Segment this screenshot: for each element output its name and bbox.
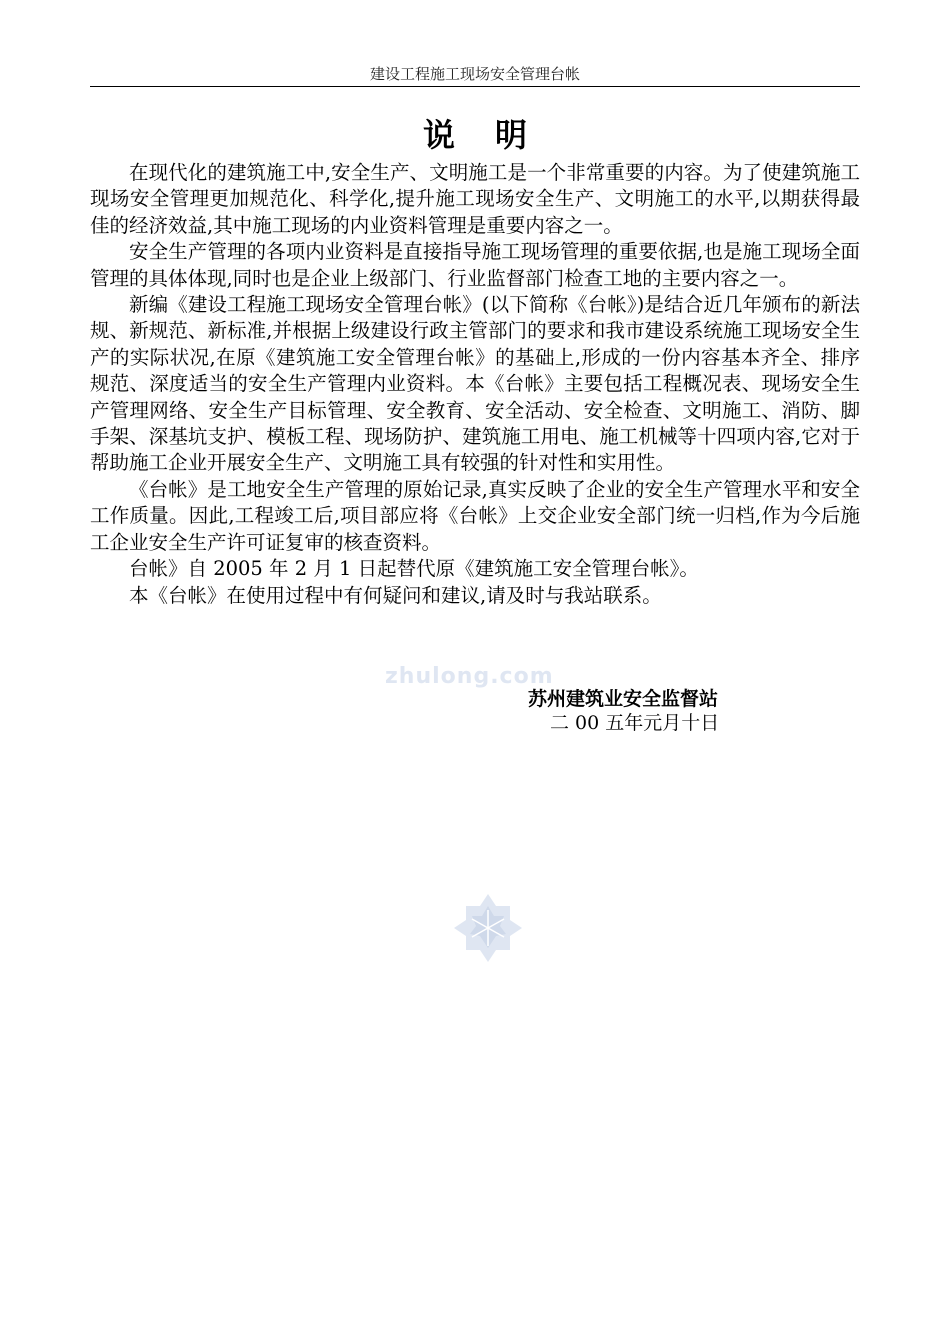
issue-date: 二 00 五年元月十日 — [550, 712, 720, 734]
header-divider — [90, 86, 860, 87]
paragraph-importance: 安全生产管理的各项内业资料是直接指导施工现场管理的重要依据,也是施工现场全面管理的具体体现,同时也是企业上级部门、行业监督部门检查工地的主要内容之一。 — [90, 240, 860, 290]
running-header: 建设工程施工现场安全管理台帐 — [369, 65, 580, 83]
document-title: 说明 — [422, 116, 567, 154]
paragraph-intro: 在现代化的建筑施工中,安全生产、文明施工是一个非常重要的内容。为了使建筑施工现场安全管理更加规范化、科学化,提升施工现场安全生产、文明施工的水平,以期获得最佳的经济效益,其中施工现场的内业资料管理是重要内容之一。 — [90, 161, 860, 237]
snowflake-emblem-icon — [452, 892, 524, 964]
watermark-text: zhulong.com — [385, 664, 554, 689]
paragraph-records: 《台帐》是工地安全生产管理的原始记录,真实反映了企业的安全生产管理水平和安全工作质量。因此,工程竣工后,项目部应将《台帐》上交企业安全部门统一归档,作为今后施工企业安全生产许可证复审的核查资料。 — [90, 477, 860, 554]
paragraph-contents: 新编《建设工程施工现场安全管理台帐》(以下简称《台帐》)是结合近几年颁布的新法规、新规范、新标准,并根据上级建设行政主管部门的要求和我市建设系统施工现场安全生产的实际状况,在原《建筑施工安全管理台帐》的基础上,形成的一份内容基本齐全、排序规范、深度适当的安全生产管理内业资料。本《台帐》主要包括工程概况表、现场安全生产管理网络、安全生产目标管理、安全教育、安全活动、安全检查、文明施工、消防、脚手架、深基坑支护、模板工程、现场防护、建筑施工用电、施工机械等十四项内容,它对于帮助施工企业开展安全生产、文明施工具有较强的针对性和实用性。 — [90, 293, 860, 475]
issuing-organization: 苏州建筑业安全监督站 — [528, 688, 719, 710]
paragraph-effective-date: 台帐》自 2005 年 2 月 1 日起替代原《建筑施工安全管理台帐》。 — [129, 557, 699, 581]
document-body — [90, 160, 860, 609]
paragraph-contact: 本《台帐》在使用过程中有何疑问和建议,请及时与我站联系。 — [129, 583, 662, 607]
